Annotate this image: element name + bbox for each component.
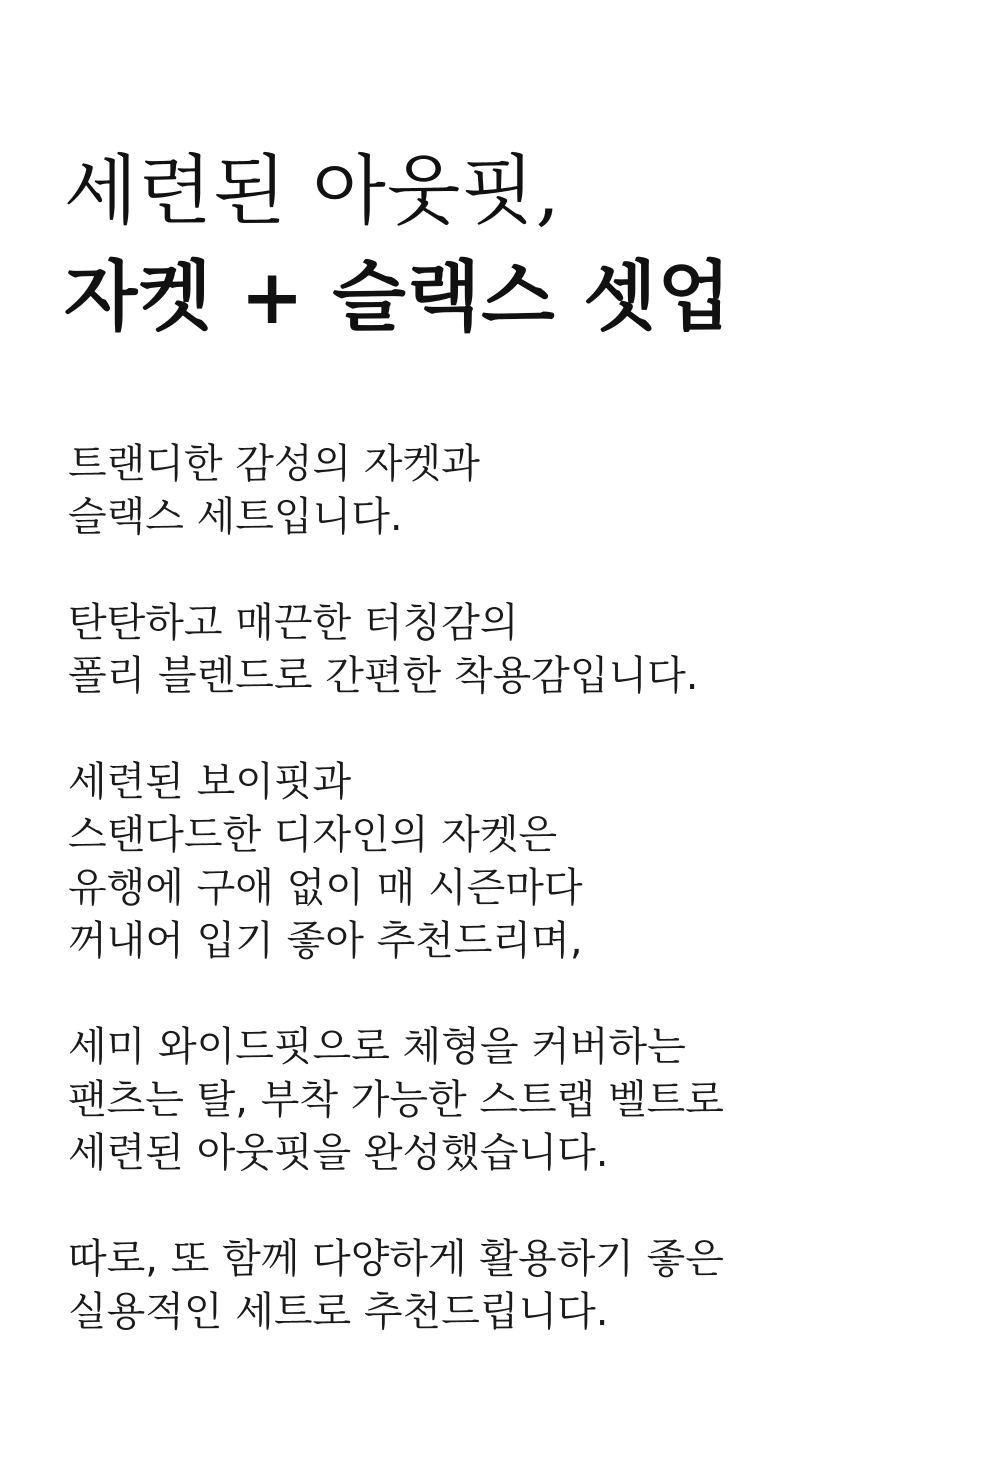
text-line: 세미 와이드핏으로 체형을 커버하는 xyxy=(68,1024,686,1070)
text-line: 세련된 아웃핏을 완성했습니다. xyxy=(68,1130,609,1176)
text-line: 세련된 보이핏과 xyxy=(68,759,352,805)
text-line: 폴리 블렌드로 간편한 착용감입니다. xyxy=(68,653,699,699)
text-line: 실용적인 세트로 추천드립니다. xyxy=(68,1289,609,1335)
text-line: 꺼내어 입기 좋아 추천드리며, xyxy=(68,918,583,964)
paragraph-recommendation xyxy=(68,1233,948,1339)
text-line: 스탠다드한 디자인의 자켓은 xyxy=(68,812,558,858)
paragraph-pants xyxy=(68,1021,948,1180)
text-line: 유행에 구애 없이 매 시즌마다 xyxy=(68,865,583,911)
text-line: 탄탄하고 매끈한 터칭감의 xyxy=(68,600,519,646)
description-body xyxy=(68,438,948,1392)
headline-subtitle-line: 자켓 + 슬랙스 셋업 xyxy=(64,252,732,341)
text-line: 트랜디한 감성의 자켓과 xyxy=(68,441,480,487)
text-line: 팬츠는 탈, 부착 가능한 스트랩 벨트로 xyxy=(68,1077,724,1123)
paragraph-intro xyxy=(68,438,948,544)
headline-title-line: 세련된 아웃핏, xyxy=(64,146,561,235)
paragraph-jacket-fit xyxy=(68,756,948,968)
text-line: 따로, 또 함께 다양하게 활용하기 좋은 xyxy=(68,1236,724,1282)
headline xyxy=(64,138,964,350)
text-line: 슬랙스 세트입니다. xyxy=(68,494,403,540)
paragraph-material xyxy=(68,597,948,703)
